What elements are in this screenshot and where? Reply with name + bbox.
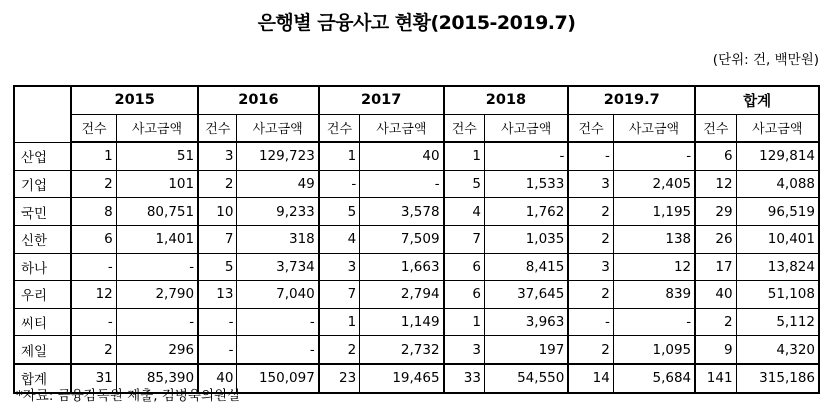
count-header: 건수 (568, 114, 613, 142)
amount-cell: 150,097 (237, 364, 319, 393)
count-cell: 2 (319, 336, 360, 364)
count-cell: 4 (444, 198, 485, 226)
count-cell: 9 (695, 336, 736, 364)
amount-cell: - (237, 336, 319, 364)
count-cell: 2 (568, 198, 613, 226)
amount-cell: 9,233 (237, 198, 319, 226)
count-cell: 3 (568, 253, 613, 281)
count-cell: 1 (319, 142, 360, 170)
count-cell: 2 (695, 308, 736, 336)
count-cell: 4 (319, 225, 360, 253)
count-cell: - (568, 308, 613, 336)
count-cell: 3 (568, 170, 613, 198)
count-cell: 12 (71, 281, 116, 309)
count-header: 건수 (71, 114, 116, 142)
year-header-2019-7: 2019.7 (568, 86, 695, 114)
count-cell: 33 (444, 364, 485, 393)
table-row (14, 308, 819, 336)
amount-cell: 1,095 (613, 336, 695, 364)
count-cell: 14 (568, 364, 613, 393)
bank-name: 제일 (14, 336, 71, 364)
amount-cell: 2,732 (360, 336, 444, 364)
count-cell: 2 (71, 170, 116, 198)
amount-cell: 129,814 (736, 142, 819, 170)
count-header: 건수 (319, 114, 360, 142)
count-cell: 7 (319, 281, 360, 309)
amount-cell: - (237, 308, 319, 336)
amount-cell: 19,465 (360, 364, 444, 393)
source-note: *자료: 금융감독원 제출, 김병욱의원실 (16, 388, 241, 404)
count-cell: 5 (319, 198, 360, 226)
bank-name: 국민 (14, 198, 71, 226)
amount-cell: 96,519 (736, 198, 819, 226)
amount-cell: 3,963 (484, 308, 568, 336)
count-cell: 2 (568, 281, 613, 309)
amount-cell: 4,088 (736, 170, 819, 198)
amount-cell: - (484, 142, 568, 170)
amount-cell: 3,578 (360, 198, 444, 226)
count-cell: 3 (319, 253, 360, 281)
amount-cell: 2,405 (613, 170, 695, 198)
bank-name: 합계 (14, 364, 71, 393)
amount-cell: - (613, 308, 695, 336)
year-header-2015: 2015 (71, 86, 198, 114)
amount-cell: 80,751 (116, 198, 198, 226)
amount-cell: 2,794 (360, 281, 444, 309)
amount-cell: 13,824 (736, 253, 819, 281)
count-cell: 5 (444, 170, 485, 198)
table-row (14, 142, 819, 170)
amount-cell: 296 (116, 336, 198, 364)
amount-cell: - (116, 253, 198, 281)
count-cell: 10 (198, 198, 237, 226)
amount-cell: 51 (116, 142, 198, 170)
amount-header: 사고금액 (237, 114, 319, 142)
amount-cell: - (116, 308, 198, 336)
amount-cell: 1,762 (484, 198, 568, 226)
count-cell: 7 (444, 225, 485, 253)
count-cell: 2 (568, 225, 613, 253)
amount-header: 사고금액 (736, 114, 819, 142)
count-cell: 3 (444, 336, 485, 364)
count-cell: - (198, 336, 237, 364)
amount-cell: 4,320 (736, 336, 819, 364)
bank-incident-table (13, 85, 820, 394)
count-cell: 5 (198, 253, 237, 281)
amount-header: 사고금액 (484, 114, 568, 142)
amount-cell: 5,684 (613, 364, 695, 393)
year-header-2017: 2017 (319, 86, 444, 114)
count-cell: 13 (198, 281, 237, 309)
table-row (14, 170, 819, 198)
table-row (14, 281, 819, 309)
count-cell: 29 (695, 198, 736, 226)
amount-cell: 101 (116, 170, 198, 198)
corner-cell (14, 86, 71, 142)
amount-cell: 197 (484, 336, 568, 364)
amount-cell: - (360, 170, 444, 198)
count-cell: 40 (198, 364, 237, 393)
count-cell: 6 (444, 253, 485, 281)
amount-header: 사고금액 (613, 114, 695, 142)
amount-cell: 10,401 (736, 225, 819, 253)
bank-name: 하나 (14, 253, 71, 281)
amount-cell: 1,533 (484, 170, 568, 198)
amount-cell: - (613, 142, 695, 170)
count-cell: 1 (71, 142, 116, 170)
count-header: 건수 (198, 114, 237, 142)
table-row (14, 253, 819, 281)
amount-cell: 49 (237, 170, 319, 198)
amount-cell: 839 (613, 281, 695, 309)
bank-name: 기업 (14, 170, 71, 198)
count-cell: 31 (71, 364, 116, 393)
count-header: 건수 (444, 114, 485, 142)
count-cell: - (568, 142, 613, 170)
year-header-total: 합계 (695, 86, 819, 114)
year-header-2018: 2018 (444, 86, 569, 114)
count-header: 건수 (695, 114, 736, 142)
count-cell: 17 (695, 253, 736, 281)
count-cell: 26 (695, 225, 736, 253)
amount-cell: 51,108 (736, 281, 819, 309)
amount-cell: 8,415 (484, 253, 568, 281)
page-title: 은행별 금융사고 현황(2015-2019.7) (257, 12, 576, 34)
amount-cell: 1,149 (360, 308, 444, 336)
bank-name: 신한 (14, 225, 71, 253)
amount-cell: 7,040 (237, 281, 319, 309)
bank-name: 산업 (14, 142, 71, 170)
amount-cell: 1,401 (116, 225, 198, 253)
amount-cell: 2,790 (116, 281, 198, 309)
bank-name: 우리 (14, 281, 71, 309)
count-cell: 1 (444, 308, 485, 336)
amount-cell: 138 (613, 225, 695, 253)
amount-cell: 1,035 (484, 225, 568, 253)
count-cell: - (319, 170, 360, 198)
amount-cell: 54,550 (484, 364, 568, 393)
unit-note: (단위: 건, 백만원) (712, 52, 819, 68)
amount-cell: 318 (237, 225, 319, 253)
subheader-row (14, 114, 819, 142)
count-cell: 2 (71, 336, 116, 364)
table-row (14, 198, 819, 226)
table-row (14, 225, 819, 253)
count-cell: 40 (695, 281, 736, 309)
year-header-2016: 2016 (198, 86, 319, 114)
count-cell: 6 (695, 142, 736, 170)
count-cell: - (71, 308, 116, 336)
count-cell: 6 (444, 281, 485, 309)
amount-cell: 1,195 (613, 198, 695, 226)
amount-header: 사고금액 (360, 114, 444, 142)
amount-cell: 85,390 (116, 364, 198, 393)
count-cell: 2 (568, 336, 613, 364)
count-cell: - (198, 308, 237, 336)
count-cell: 3 (198, 142, 237, 170)
count-cell: 7 (198, 225, 237, 253)
amount-cell: 40 (360, 142, 444, 170)
table-body (14, 142, 819, 392)
amount-cell: 12 (613, 253, 695, 281)
amount-cell: 37,645 (484, 281, 568, 309)
amount-cell: 5,112 (736, 308, 819, 336)
count-cell: 12 (695, 170, 736, 198)
amount-header: 사고금액 (116, 114, 198, 142)
count-cell: 1 (444, 142, 485, 170)
amount-cell: 315,186 (736, 364, 819, 393)
amount-cell: 7,509 (360, 225, 444, 253)
count-cell: 141 (695, 364, 736, 393)
count-cell: 23 (319, 364, 360, 393)
amount-cell: 1,663 (360, 253, 444, 281)
table-row (14, 336, 819, 364)
amount-cell: 3,734 (237, 253, 319, 281)
count-cell: - (71, 253, 116, 281)
amount-cell: 129,723 (237, 142, 319, 170)
count-cell: 6 (71, 225, 116, 253)
count-cell: 1 (319, 308, 360, 336)
count-cell: 2 (198, 170, 237, 198)
bank-name: 씨티 (14, 308, 71, 336)
count-cell: 8 (71, 198, 116, 226)
